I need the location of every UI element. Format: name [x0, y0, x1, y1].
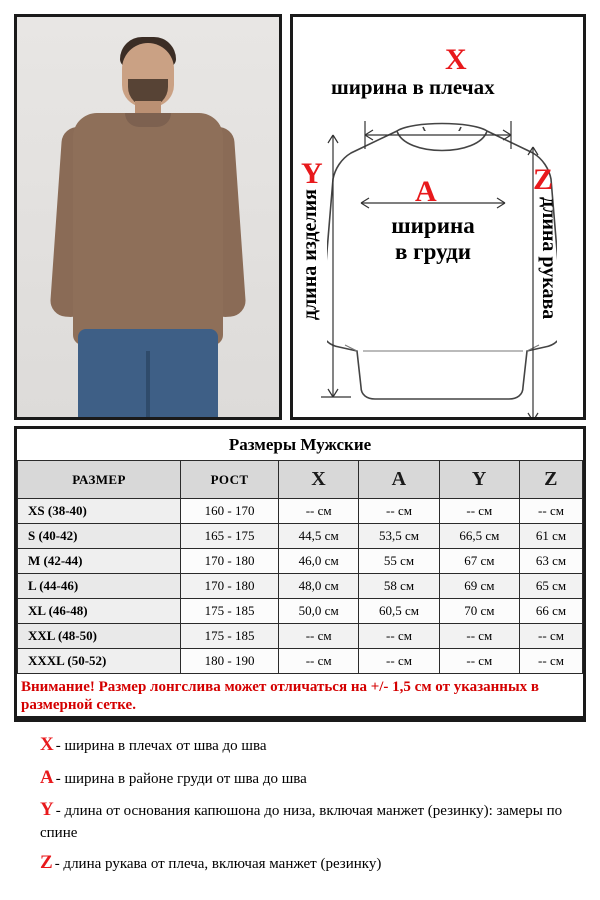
schema-canvas: [293, 17, 583, 417]
cell-height: 180 - 190: [181, 649, 279, 674]
model-collar: [125, 113, 171, 127]
legend-block: [14, 722, 586, 876]
table-row: [18, 624, 583, 649]
cell-y: 67 см: [439, 549, 519, 574]
col-header-x: X: [279, 461, 359, 499]
cell-x: -- см: [279, 624, 359, 649]
label-a: A: [415, 175, 437, 208]
cell-height: 170 - 180: [181, 549, 279, 574]
cell-a: 53,5 см: [359, 524, 439, 549]
table-body: [18, 499, 583, 674]
col-header-height: РОСТ: [181, 461, 279, 499]
cell-z: 63 см: [520, 549, 583, 574]
cell-size: XS (38-40): [18, 499, 181, 524]
cell-x: -- см: [279, 499, 359, 524]
cell-a: -- см: [359, 624, 439, 649]
cell-size: M (42-44): [18, 549, 181, 574]
model-illustration: [17, 17, 279, 417]
cell-z: 65 см: [520, 574, 583, 599]
table-row: [18, 499, 583, 524]
cell-y: 69 см: [439, 574, 519, 599]
legend-item-y: [40, 797, 570, 843]
legend-text-a: - ширина в районе груди от шва до шва: [55, 770, 307, 787]
legend-letter-y: Y: [40, 799, 54, 821]
cell-a: 58 см: [359, 574, 439, 599]
cell-a: -- см: [359, 649, 439, 674]
table-row: [18, 524, 583, 549]
cell-z: 61 см: [520, 524, 583, 549]
table-row: [18, 599, 583, 624]
col-header-size: РАЗМЕР: [18, 461, 181, 499]
col-header-z: Z: [520, 461, 583, 499]
label-z: Z: [533, 163, 554, 196]
cell-size: L (44-46): [18, 574, 181, 599]
cell-size: S (40-42): [18, 524, 181, 549]
product-photo: [14, 14, 282, 420]
cell-z: -- см: [520, 499, 583, 524]
table-row: [18, 549, 583, 574]
cell-y: -- см: [439, 649, 519, 674]
legend-text-y: - длина от основания капюшона до низа, включая манжет (резинку): замеры по спине: [40, 803, 563, 841]
cell-y: 70 см: [439, 599, 519, 624]
cell-z: -- см: [520, 649, 583, 674]
model-longsleeve: [73, 113, 223, 345]
caption-x: ширина в плечах: [331, 75, 495, 99]
legend-letter-z: Z: [40, 852, 53, 874]
cell-z: 66 см: [520, 599, 583, 624]
label-x: X: [445, 43, 467, 76]
cell-a: 60,5 см: [359, 599, 439, 624]
legend-item-x: [40, 732, 570, 758]
cell-size: XXXL (50-52): [18, 649, 181, 674]
col-header-y: Y: [439, 461, 519, 499]
cell-height: 175 - 185: [181, 624, 279, 649]
legend-letter-a: A: [40, 766, 54, 788]
cell-height: 170 - 180: [181, 574, 279, 599]
legend-item-z: [40, 850, 570, 876]
cell-height: 175 - 185: [181, 599, 279, 624]
cell-a: -- см: [359, 499, 439, 524]
warning-note: Внимание! Размер лонгслива может отличаться на +/- 1,5 см от указанных в размерной сетке.: [17, 674, 583, 719]
cell-height: 160 - 170: [181, 499, 279, 524]
cell-z: -- см: [520, 624, 583, 649]
caption-y: длина изделия: [299, 189, 321, 321]
cell-size: XXL (48-50): [18, 624, 181, 649]
table-head: [18, 461, 583, 499]
cell-x: 48,0 см: [279, 574, 359, 599]
caption-a: ширина в груди: [391, 213, 475, 265]
cell-x: 50,0 см: [279, 599, 359, 624]
table-header-row: [18, 461, 583, 499]
cell-x: 46,0 см: [279, 549, 359, 574]
measurement-schema: [290, 14, 586, 420]
cell-y: -- см: [439, 499, 519, 524]
cell-y: 66,5 см: [439, 524, 519, 549]
cell-y: -- см: [439, 624, 519, 649]
table-row: [18, 649, 583, 674]
table-title: Размеры Мужские: [17, 429, 583, 460]
cell-size: XL (46-48): [18, 599, 181, 624]
label-y: Y: [301, 157, 323, 190]
legend-text-z: - длина рукава от плеча, включая манжет (резинку): [54, 856, 382, 873]
cell-x: -- см: [279, 649, 359, 674]
cell-x: 44,5 см: [279, 524, 359, 549]
cell-height: 165 - 175: [181, 524, 279, 549]
images-row: [14, 14, 586, 420]
caption-z: длина рукава: [538, 197, 560, 320]
col-header-a: A: [359, 461, 439, 499]
legend-item-a: [40, 765, 570, 791]
model-jeans: [78, 329, 218, 420]
legend-letter-x: X: [40, 734, 54, 755]
table-row: [18, 574, 583, 599]
size-table: [17, 460, 583, 674]
size-table-block: [14, 426, 586, 722]
cell-a: 55 см: [359, 549, 439, 574]
legend-text-x: - ширина в плечах от шва до шва: [55, 738, 267, 754]
